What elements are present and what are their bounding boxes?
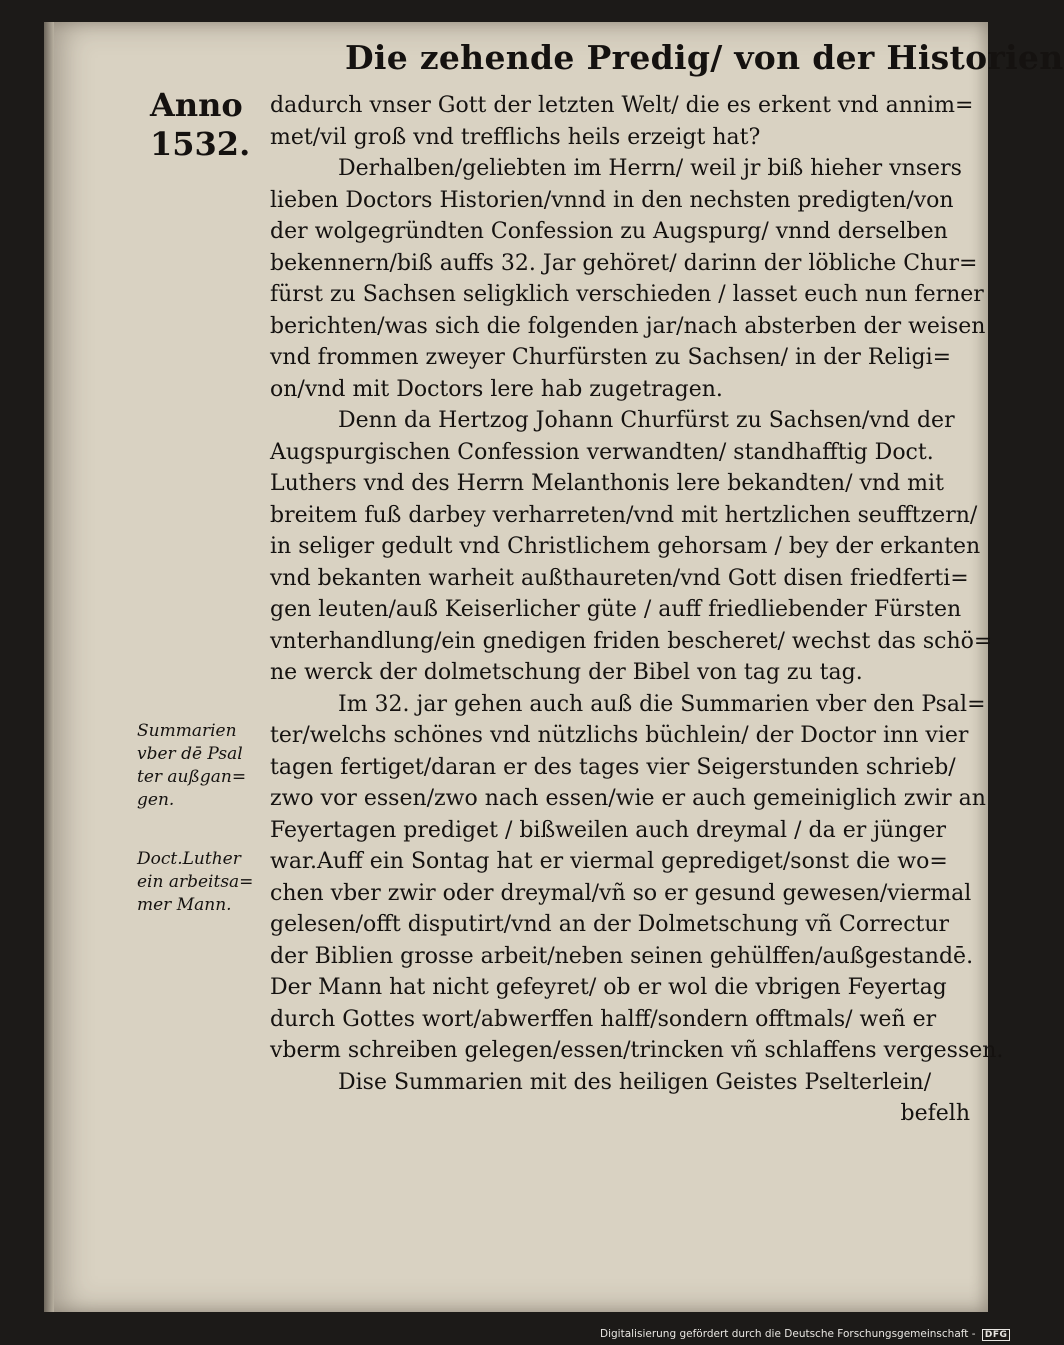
text-line: dadurch vnser Gott der letzten Welt/ die es erkent vnd annim= (270, 93, 974, 118)
gloss-line: vber dē Psal (137, 744, 243, 764)
text-line: Im 32. jar gehen auch auß die Summarien vber den Psal= (338, 691, 986, 717)
text-line: met/vil groß vnd trefflichs heils erzeigt hat? (270, 124, 761, 150)
gloss-line: gen. (137, 790, 175, 810)
text-line: Denn da Hertzog Johann Churfürst zu Sachsen/vnd der (338, 408, 955, 433)
text-line: zwo vor essen/zwo nach essen/wie er auch gemeiniglich zwir an (270, 786, 986, 811)
text-line: berichten/was sich die folgenden jar/nach absterben der weisen (270, 313, 986, 339)
page-gutter-edge (44, 22, 54, 1312)
running-title: Die zehende Predig/ von der Historien (345, 38, 1064, 77)
text-line: durch Gottes wort/abwerffen halff/sondern offtmals/ weñ er (270, 1006, 937, 1032)
margin-anno: Anno (150, 86, 243, 124)
margin-year-note (150, 86, 260, 164)
catchword: befelh (900, 1101, 970, 1126)
text-line: lieben Doctors Historien/vnnd in den nechsten predigten/von (270, 187, 954, 213)
marginal-gloss-summarien (137, 720, 282, 812)
gloss-line: mer Mann. (137, 895, 232, 915)
gloss-line: ein arbeitsa= (137, 872, 254, 892)
text-line: on/vnd mit Doctors lere hab zugetragen. (270, 376, 723, 402)
text-line: vnterhandlung/ein gnedigen friden bescheret/ wechst das schö= (270, 628, 993, 654)
text-line: war.Auff ein Sontag hat er viermal geprediget/sonst die wo= (270, 849, 948, 874)
margin-year: 1532. (150, 125, 251, 163)
text-line: Augspurgischen Confession verwandten/ standhafftig Doct. (270, 439, 934, 465)
credit-text: Digitalisierung gefördert durch die Deutsche Forschungsgemeinschaft - (600, 1328, 976, 1340)
gloss-line: ter außgan= (137, 767, 247, 787)
text-line: der wolgegründten Confession zu Augspurg/ vnnd derselben (270, 219, 948, 244)
body-text (270, 90, 1004, 1130)
text-line: Derhalben/geliebten im Herrn/ weil jr biß hieher vnsers (338, 156, 962, 181)
text-line: chen vber zwir oder dreymal/vñ so er gesund gewesen/viermal (270, 880, 972, 906)
gloss-line: Doct.Luther (137, 849, 241, 869)
text-line: Feyertagen prediget / bißweilen auch dreymal / da er jünger (270, 817, 946, 843)
text-line: gelesen/offt disputirt/vnd an der Dolmetschung vñ Correctur (270, 912, 950, 937)
text-line: ter/welchs schönes vnd nützlichs büchlein/ der Doctor inn vier (270, 723, 969, 748)
text-line: Der Mann hat nicht gefeyret/ ob er wol die vbrigen Feyertag (270, 975, 947, 1000)
text-line: vnd frommen zweyer Churfürsten zu Sachsen/ in der Religi= (270, 345, 952, 370)
text-line: in seliger gedult vnd Christlichem gehorsam / bey der erkanten (270, 534, 981, 559)
marginal-gloss-luther (137, 848, 282, 917)
text-line: fürst zu Sachsen seligklich verschieden / lasset euch nun ferner (270, 282, 984, 307)
text-line: vnd bekanten warheit außthaureten/vnd Gott disen friedferti= (270, 565, 969, 591)
text-line: vberm schreiben gelegen/essen/trincken vñ schlaffens vergessen. (270, 1038, 1004, 1063)
text-line: Dise Summarien mit des heiligen Geistes Pselterlein/ (338, 1069, 932, 1095)
text-line: bekennern/biß auffs 32. Jar gehöret/ darinn der löbliche Chur= (270, 250, 978, 276)
gloss-line: Summarien (137, 721, 237, 741)
dfg-logo-icon: DFG (982, 1329, 1011, 1341)
text-line: tagen fertiget/daran er des tages vier Seigerstunden schrieb/ (270, 754, 956, 780)
text-line: der Biblien grosse arbeit/neben seinen gehülffen/außgestandē. (270, 943, 974, 969)
text-line: breitem fuß darbey verharreten/vnd mit hertzlichen seufftzern/ (270, 502, 978, 528)
text-line: ne werck der dolmetschung der Bibel von tag zu tag. (270, 660, 863, 685)
text-line: gen leuten/auß Keiserlicher güte / auff friedliebender Fürsten (270, 597, 962, 622)
digitization-credit (600, 1328, 1008, 1341)
text-line: Luthers vnd des Herrn Melanthonis lere bekandten/ vnd mit (270, 471, 944, 496)
